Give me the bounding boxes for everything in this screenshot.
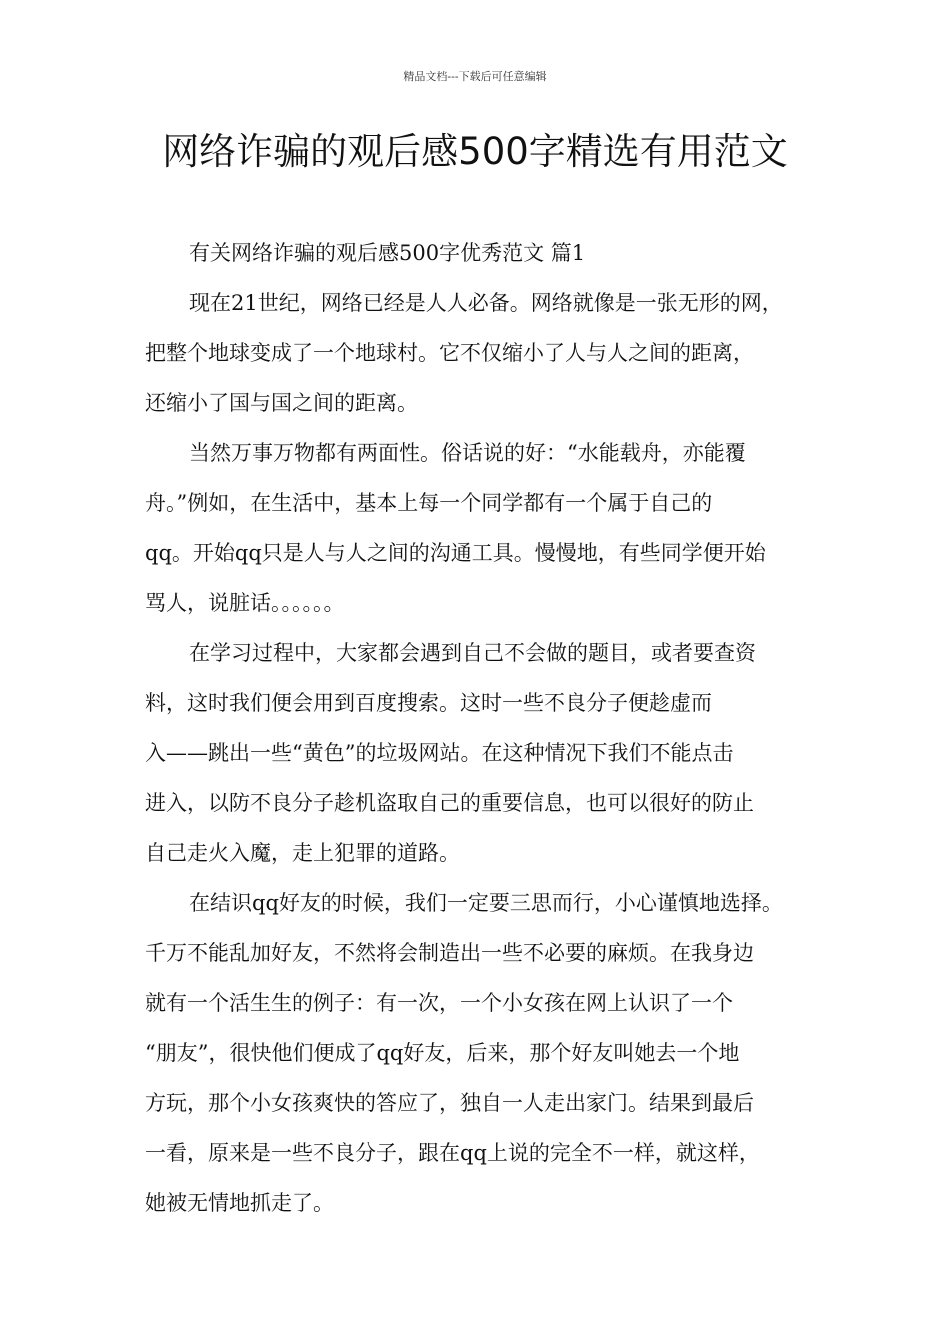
header-note: 精品文档---下载后可任意编辑	[403, 70, 547, 83]
paragraph-line: 她被无情地抓走了。	[145, 1191, 334, 1215]
paragraph-line: 方玩，那个小女孩爽快的答应了，独自一人走出家门。结果到最后	[145, 1091, 754, 1115]
document-title: 网络诈骗的观后感500字精选有用范文	[162, 130, 788, 173]
paragraph-line: 千万不能乱加好友，不然将会制造出一些不必要的麻烦。在我身边	[145, 941, 754, 965]
paragraph-line: 就有一个活生生的例子：有一次，一个小女孩在网上认识了一个	[145, 991, 733, 1015]
paragraph-1	[145, 278, 833, 428]
paragraph-line: 在学习过程中，大家都会遇到自己不会做的题目，或者要查资	[189, 641, 756, 665]
paragraph-line: qq。开始qq只是人与人之间的沟通工具。慢慢地，有些同学便开始	[145, 541, 766, 565]
paragraph-2	[145, 428, 833, 628]
paragraph-line: 还缩小了国与国之间的距离。	[145, 391, 418, 415]
document-body	[145, 228, 833, 1228]
paragraph-line: 骂人，说脏话。。。。。。	[145, 591, 345, 615]
paragraph-3	[145, 628, 833, 878]
paragraph-line: 进入，以防不良分子趁机盗取自己的重要信息，也可以很好的防止	[145, 791, 754, 815]
paragraph-line: 料，这时我们便会用到百度搜索。这时一些不良分子便趁虚而	[145, 691, 712, 715]
paragraph-line: 现在21世纪，网络已经是人人必备。网络就像是一张无形的网，	[189, 291, 783, 315]
paragraph-line: 入——跳出一些“黄色”的垃圾网站。在这种情况下我们不能点击	[145, 741, 734, 765]
paragraph-line: 一看，原来是一些不良分子，跟在qq上说的完全不一样，就这样，	[145, 1141, 760, 1165]
paragraph-line: 当然万事万物都有两面性。俗话说的好：“水能载舟，亦能覆	[189, 441, 746, 465]
section-subtitle: 有关网络诈骗的观后感500字优秀范文 篇1	[189, 241, 586, 265]
paragraph-line: “朋友”，很快他们便成了qq好友，后来，那个好友叫她去一个地	[145, 1041, 740, 1065]
paragraph-line: 在结识qq好友的时候，我们一定要三思而行，小心谨慎地选择。	[189, 891, 783, 915]
paragraph-4	[145, 878, 833, 1228]
paragraph-line: 把整个地球变成了一个地球村。它不仅缩小了人与人之间的距离，	[145, 341, 754, 365]
paragraph-line: 舟。”例如，在生活中，基本上每一个同学都有一个属于自己的	[145, 491, 713, 515]
paragraph-line: 自己走火入魔，走上犯罪的道路。	[145, 841, 460, 865]
